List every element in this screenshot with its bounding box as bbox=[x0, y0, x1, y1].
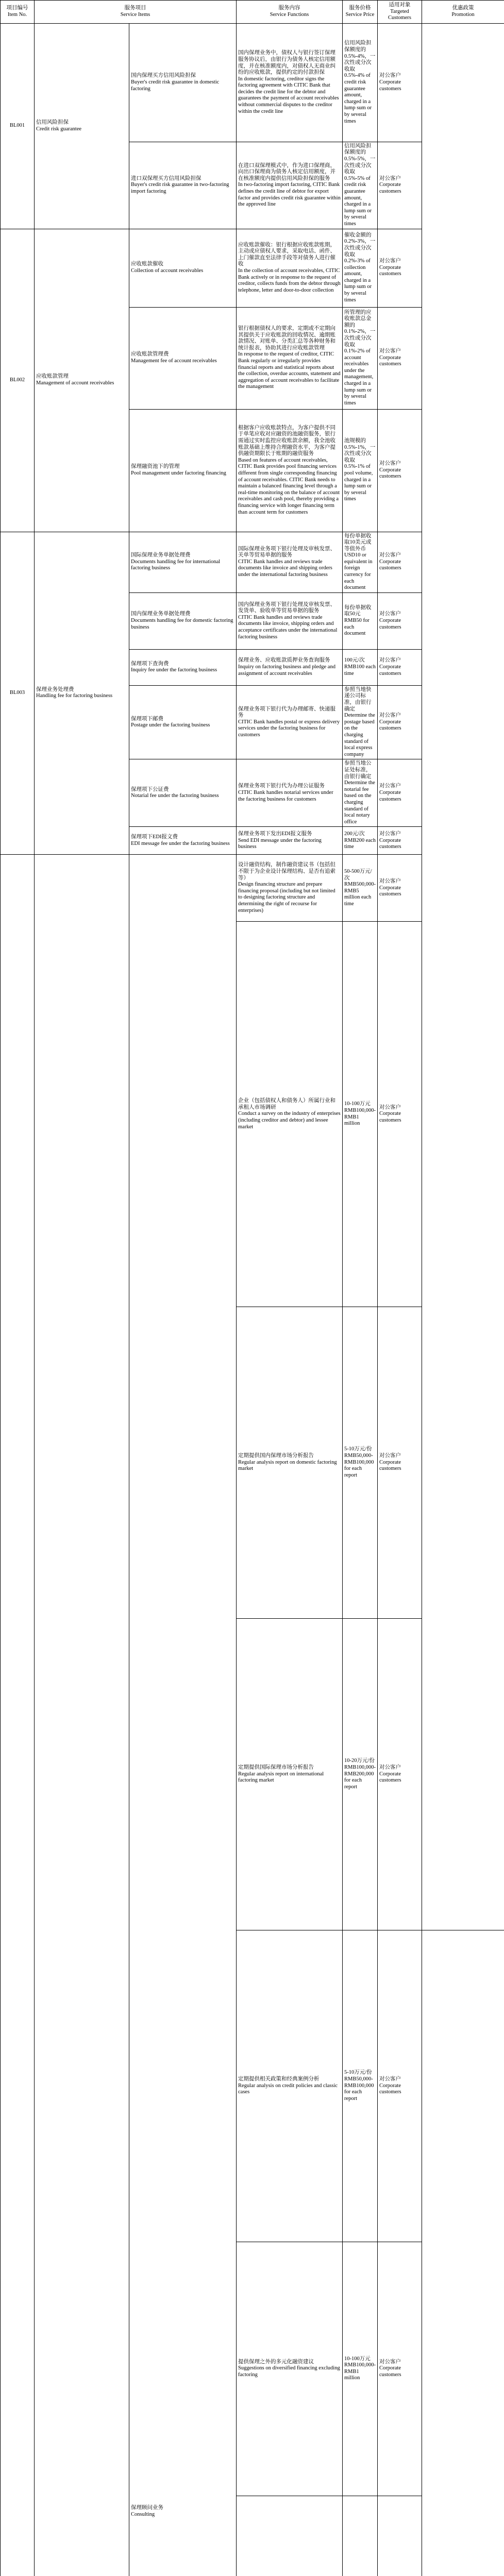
service-function: 应收账款催收：银行根据应收账款账期，主动或应债权人要求，采取电话、函件、上门催款直至法律手段等对债务人进行催收 In the collection of account receivables, CITIC Bank actively or in response to the request of creditor, collects funds from the debtor through telephone, letter and door-to-door collection bbox=[237, 229, 343, 307]
service-function: 定期提供相关政策和经典案例分析 Regular analysis on credit policies and classic cases bbox=[237, 1930, 343, 2242]
targeted-customer: 对公客户 Corporate customers bbox=[378, 1618, 422, 1930]
service-sub-item: 保理项下公证费 Notarial fee under the factoring business bbox=[129, 759, 237, 827]
service-function: 保理业务项下发出EDI报文服务 Send EDI message under the factoring business bbox=[237, 827, 343, 855]
service-price: 50-500万元/次 RMB500,000-RMB5 million each time bbox=[343, 855, 378, 922]
item-code: BL002 bbox=[1, 229, 35, 532]
service-function bbox=[237, 2496, 343, 2576]
table-row bbox=[1, 23, 504, 142]
targeted-customer: 对公客户 Corporate customers bbox=[378, 759, 422, 827]
service-sub-item: 进口双保理买方信用风险担保 Buyer's credit risk guarantee in two-factoring import factoring bbox=[129, 142, 237, 229]
service-item-name: 应收账款管理 Management of account receivables bbox=[35, 229, 129, 532]
service-item-name: 保理业务处理费 Handling fee for factoring business bbox=[35, 532, 129, 855]
service-price: 10-100万元 RMB100,000-RMB1 million bbox=[343, 922, 378, 1307]
targeted-customer: 对公客户 Corporate customers bbox=[378, 592, 422, 649]
promotion-empty bbox=[422, 23, 504, 1930]
targeted-customer: 对公客户 Corporate customers bbox=[378, 1930, 422, 2242]
service-function: 国内保理业务中，债权人与银行签订保理服务协议后，由银行为债务人核定信用额度，并在核准额度内，对债权人无商业纠纷的应收账款，提供约定的付款担保 In domestic factoring, creditor signs the factoring agreement with CITIC Bank that decides the credit line for the debtor and guarantees the payment of account receivables without commercial disputes to the creditor within the credit line bbox=[237, 23, 343, 142]
header-service-price: 服务价格 Service Price bbox=[343, 1, 378, 24]
item-code: BL001 bbox=[1, 23, 35, 229]
service-function: 保理业务项下银行代为办理公证服务 CITIC Bank handles notarial services under the factoring business for customers bbox=[237, 759, 343, 827]
targeted-customer: 对公客户 Corporate customers bbox=[378, 307, 422, 409]
targeted-customer: 对公客户 Corporate customers bbox=[378, 2242, 422, 2496]
service-function: 提供保理之外的多元化融资建议 Suggestions on diversified financing excluding factoring bbox=[237, 2242, 343, 2496]
service-function: 在进口双保理模式中，作为进口保理商，向出口保理商为债务人核定信用额度，并在核准额度内提供信用风险担保的服务 In two-factoring import factoring, CITIC Bank defines the credit line of debtor for export factor and provides credit risk guarantee within the approved line bbox=[237, 142, 343, 229]
targeted-customer: 对公客户 Corporate customers bbox=[378, 922, 422, 1307]
service-sub-item: 应收账款管理费 Management fee of account receivables bbox=[129, 307, 237, 409]
service-price: 信用风险担保额度的0.5%-5%，一次性或分次收取 0.5%-5% of credit risk guarantee amount, charged in a lump sum or by several times bbox=[343, 142, 378, 229]
service-price: 所管理的应收账款总金额的0.1%-2%，一次性或分次收取 0.1%-2% of account receivables under the management, charged in a lump sum or by several times bbox=[343, 307, 378, 409]
service-function: 国内保理业务项下银行处理及审核发票、发货单、验收单等贸易单据的服务 CITIC Bank handles and reviews trade documents like invoice, shipping orders and acceptance certificates under the international factoring business bbox=[237, 592, 343, 649]
service-sub-item: 国内保理买方信用风险担保 Buyer's credit risk guarantee in domestic factoring bbox=[129, 23, 237, 142]
service-price: 5-10万元/份 RMB50,000-RMB100,000 for each report bbox=[343, 1307, 378, 1618]
targeted-customer bbox=[378, 2496, 422, 2576]
table-body bbox=[1, 23, 504, 2576]
targeted-customer: 对公客户 Corporate customers bbox=[378, 229, 422, 307]
service-function: 保理业务项下银行代为办理邮寄、快递服务 CITIC Bank handles postal or express delivery services under the factoring business for customers bbox=[237, 685, 343, 759]
header-service-functions: 服务内容 Service Functions bbox=[237, 1, 343, 24]
targeted-customer: 对公客户 Corporate customers bbox=[378, 685, 422, 759]
service-price bbox=[343, 2496, 378, 2576]
service-price: 催收金额的0.2%-3%，一次性或分次收取 0.2%-3% of collection amount, charged in a lump sum or by several times bbox=[343, 229, 378, 307]
service-sub-item-consulting: 保理顾问业务 Consulting bbox=[129, 855, 237, 2576]
service-item-name: 信用风险担保 Credit risk guarantee bbox=[35, 23, 129, 229]
service-price: 每份单据收取50元 RMB50 for each document bbox=[343, 592, 378, 649]
service-price: 每份单据收取10美元或等值外币 USD10 or equivalent in foreign currency for each document bbox=[343, 532, 378, 592]
targeted-customer: 对公客户 Corporate customers bbox=[378, 649, 422, 685]
service-function: 国际保理业务项下银行处理及审核发票、关单等贸易单据的服务 CITIC Bank handles and reviews trade documents like invoice and shipping orders under the international factoring business bbox=[237, 532, 343, 592]
service-function: 企业（包括债权人和债务人）所属行业和承租人市场调研 Conduct a survey on the industry of enterprises (including creditor and debtor) and lessee market bbox=[237, 922, 343, 1307]
service-function: 根据客户应收账款特点，为客户提供不同于单笔应收对应融资的池融资服务，银行需通过实时监控应收账款余额，我全池收账款基础上维持合理融资水平，为客户提供融资期限长于账期的融资服务 Based on features of account receivables, CITIC Bank provides pool financing services different from single corresponding financing of account receivables. CITIC Bank needs to maintain a balanced financing level through a real-time monitoring on the balance of account receivables and cash pool, thereby providing a financing service with longer financing term than account term for customers bbox=[237, 409, 343, 532]
service-function: 设计融资结构，制作融资建议书（包括但不限于为企业设计保理结构、是否有追索等） Design financing structure and prepare financing proposal (including but not limited to designing factoring structure and determining the right of recourse for enterprises) bbox=[237, 855, 343, 922]
header-targeted-customers: 适用对象 Targeted Customers bbox=[378, 1, 422, 24]
header-service-items: 服务项目 Service Items bbox=[35, 1, 237, 24]
targeted-customer: 对公客户 Corporate customers bbox=[378, 532, 422, 592]
service-price: 5-10万元/份 RMB50,000-RMB100,000 for each report bbox=[343, 1930, 378, 2242]
header-row bbox=[1, 1, 504, 24]
targeted-customer: 对公客户 Corporate customers bbox=[378, 827, 422, 855]
service-function: 定期提供国际保理市场分析报告 Regular analysis report on international factoring market bbox=[237, 1618, 343, 1930]
service-sub-item: 保理项下查询费 Inquiry fee under the factoring business bbox=[129, 649, 237, 685]
targeted-customer: 对公客户 Corporate customers bbox=[378, 23, 422, 142]
service-function: 银行根据债权人的要求，定期或不定期向其提供关于应收账款的回收情况、逾期账款情况、对账单、分类汇总等各种财务和统计报表，协助其进行应收账款管理 In response to the request of creditor, CITIC Bank regularly or irregularly provides financial reports and statistical reports about the collection, overdue accounts, statement and aggregation of account receivables to facilitate the management bbox=[237, 307, 343, 409]
targeted-customer: 对公客户 Corporate customers bbox=[378, 855, 422, 922]
targeted-customer: 对公客户 Corporate customers bbox=[378, 409, 422, 532]
item-code bbox=[1, 855, 35, 2576]
service-price: 参照当地快递公司标准，由银行确定 Determine the postage based on the charging standard of local express company bbox=[343, 685, 378, 759]
service-price: 10-20万元/份 RMB100,000-RMB200,000 for each report bbox=[343, 1618, 378, 1930]
service-sub-item: 保理项下EDI报文费 EDI message fee under the factoring business bbox=[129, 827, 237, 855]
service-price: 10-100万元 RMB100,000-RMB1 million bbox=[343, 2242, 378, 2496]
header-promotion: 优惠政策 Promotion bbox=[422, 1, 504, 24]
service-sub-item: 保理融资池下的管理 Pool management under factoring financing bbox=[129, 409, 237, 532]
service-item-name bbox=[35, 855, 129, 2576]
service-function: 保理业务、应收账款质押业务查询服务 Inquiry on factoring business and pledge and assignment of account receivables bbox=[237, 649, 343, 685]
header-item-no: 项目编号 Item No. bbox=[1, 1, 35, 24]
item-code: BL003 bbox=[1, 532, 35, 855]
service-price: 100元/次 RMB100 each time bbox=[343, 649, 378, 685]
service-price: 信用风险担保额度的0.5%-4%，一次性或分次收取 0.5%-4% of credit risk guarantee amount, charged in a lump sum or by several times bbox=[343, 23, 378, 142]
service-price: 池规模的0.5%-1%，一次性或分次收取 0.5%-1% of pool volume, charged in a lump sum or by several times bbox=[343, 409, 378, 532]
service-sub-item: 国际保理业务单据处理费 Documents handling fee for international factoring business bbox=[129, 532, 237, 592]
service-sub-item: 保理项下邮费 Postage under the factoring business bbox=[129, 685, 237, 759]
targeted-customer: 对公客户 Corporate customers bbox=[378, 1307, 422, 1618]
targeted-customer: 对公客户 Corporate customers bbox=[378, 142, 422, 229]
service-sub-item: 国内保理业务单据处理费 Documents handling fee for domestic factoring business bbox=[129, 592, 237, 649]
service-price: 200元/次 RMB200 each time bbox=[343, 827, 378, 855]
service-sub-item: 应收账款催收 Collection of account receivables bbox=[129, 229, 237, 307]
service-function: 定期提供国内保理市场分析报告 Regular analysis report on domestic factoring market bbox=[237, 1307, 343, 1618]
service-price: 参照当地公证处标准，由银行确定 Determine the notarial fee based on the charging standard of local notary office bbox=[343, 759, 378, 827]
